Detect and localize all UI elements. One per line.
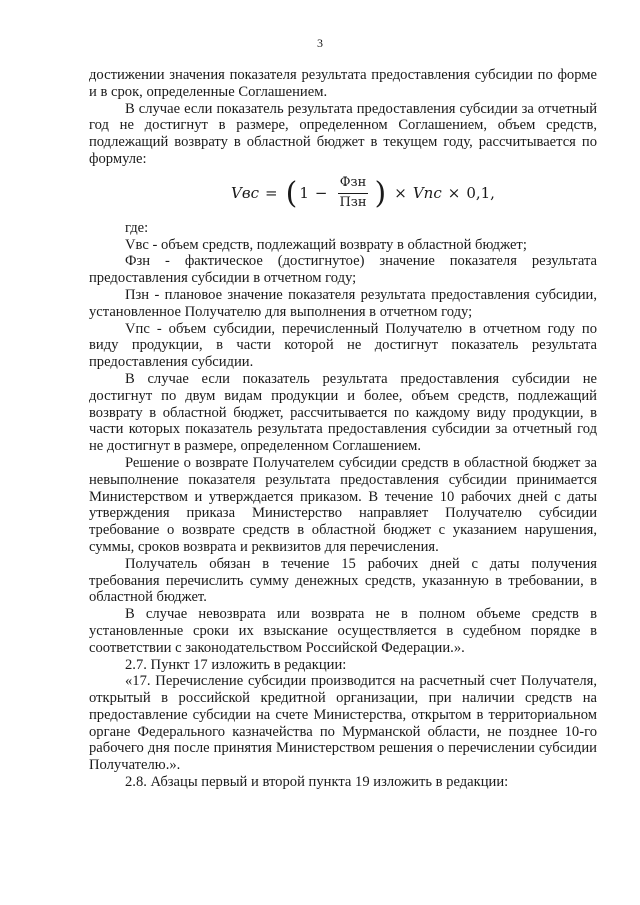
formula-equals: =: [265, 184, 278, 203]
paragraph: В случае если показатель результата предоставления субсидии не достигнут по двум видам продукции и более, объем средств, подлежащий возврату в областной бюджет, рассчитывается по каждому виду продукции, в части которых показатель результата предоставления субсидии за отчетный год не достигнут в размере, определенном Соглашением.: [89, 370, 597, 455]
paragraph: Получатель обязан в течение 15 рабочих дней с даты получения требования перечислить сумму денежных средств, указанную в требовании, в областной бюджет.: [89, 555, 597, 606]
paragraph: Решение о возврате Получателем субсидии средств в областной бюджет за невыполнение показателя результата предоставления субсидии принимается Министерством и утверждается приказом. В течение 10 рабочих дней с даты утверждения приказа Министерство направляет Получателю субсидии требование о возврате средств в областной бюджет с указанием нарушения, суммы, сроков возврата и реквизитов для перечисления.: [89, 454, 597, 555]
formula-numerator: Фзн: [338, 175, 369, 194]
paragraph: Фзн - фактическое (достигнутое) значение показателя результата предоставления субсидии в отчетном году;: [89, 253, 597, 287]
formula-denominator: Пзн: [339, 195, 367, 211]
paragraph: Vвс - объем средств, подлежащий возврату в областной бюджет;: [125, 236, 527, 253]
formula-times: ×: [447, 184, 461, 203]
formula-times: ×: [394, 184, 407, 203]
formula-var: Vпс: [412, 184, 442, 203]
document-body: [89, 67, 597, 791]
page-number: 3: [317, 36, 323, 50]
formula-minus: −: [314, 184, 328, 203]
formula-fraction: [337, 175, 368, 212]
formula-const: 0,1,: [466, 184, 495, 203]
formula-close-paren-icon: ): [374, 175, 387, 211]
where-label: где:: [125, 219, 149, 236]
paragraph: Пзн - плановое значение показателя результата предоставления субсидии, установленное Получателю для выполнения в отчетном году;: [89, 286, 597, 320]
formula-open-paren-icon: (: [285, 175, 298, 211]
paragraph: «17. Перечисление субсидии производится на расчетный счет Получателя, открытый в российской кредитной организации, при наличии средств на предоставление субсидии на счете Министерства, открытом в территориальном органе Федерального казначейства по Мурманской области, не позднее 10-го рабочего дня после принятия Министерством решения о перечислении субсидии Получателю.».: [89, 673, 597, 774]
paragraph: Vпс - объем субсидии, перечисленный Получателю в отчетном году по виду продукции, в части которой не достигнут показатель результата предоставления субсидии.: [89, 320, 597, 371]
formula: [89, 168, 597, 220]
paragraph: 2.8. Абзацы первый и второй пункта 19 изложить в редакции:: [125, 774, 509, 791]
paragraph: 2.7. Пункт 17 изложить в редакции:: [125, 656, 347, 673]
formula-lhs: Vвс: [231, 184, 260, 203]
paragraph: В случае невозврата или возврата не в полном объеме средств в установленные сроки их взыскание осуществляется в судебном порядке в соответствии с законодательством Российской Федерации.».: [89, 606, 597, 656]
formula-one: 1: [299, 184, 309, 203]
paragraph: достижении значения показателя результата предоставления субсидии по форме и в срок, определенные Соглашением.: [89, 67, 597, 100]
paragraph: В случае если показатель результата предоставления субсидии за отчетный год не достигнут в размере, определенном Соглашением, объем средств, подлежащий возврату в областной бюджет в текущем году, рассчитывается по формуле:: [89, 100, 597, 167]
